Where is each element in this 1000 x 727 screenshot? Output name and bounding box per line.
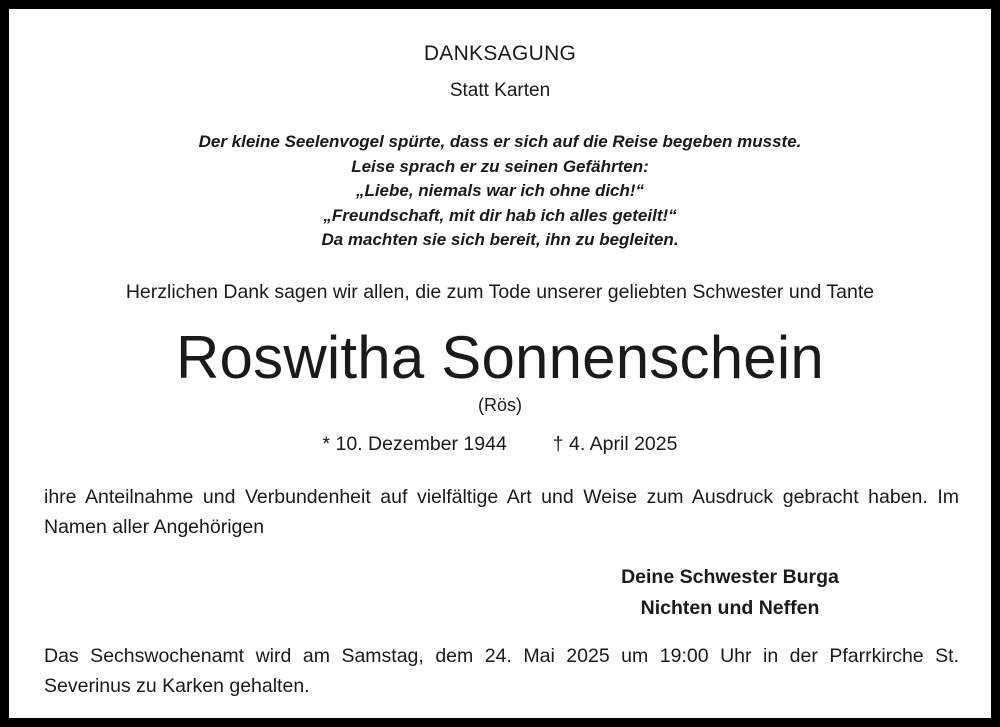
signer-line: Nichten und Neffen — [640, 597, 820, 619]
signer-line: Deine Schwester Burga — [621, 566, 839, 588]
poem-line: Da machten sie sich bereit, ihn zu begleiten. — [321, 230, 679, 250]
signers — [530, 562, 930, 624]
deceased-name: Roswitha Sonnenschein — [176, 324, 824, 391]
poem-line: „Liebe, niemals war ich ohne dich!“ — [355, 181, 645, 201]
life-dates — [9, 433, 991, 456]
service-notice: Das Sechswochenamt wird am Samstag, dem 24. Mai 2025 um 19:00 Uhr in der Pfarrkirche St. Severinus zu Karken gehalten. — [44, 645, 959, 697]
poem-line: Leise sprach er zu seinen Gefährten: — [351, 156, 649, 176]
deceased-nickname: (Rös) — [478, 395, 522, 415]
death-date: † 4. April 2025 — [552, 433, 678, 455]
thanks-body: ihre Anteilnahme und Verbundenheit auf vielfältige Art und Weise zum Ausdruck gebracht haben. Im Namen aller Angehörigen — [44, 486, 959, 538]
thanks-intro: Herzlichen Dank sagen wir allen, die zum Tode unserer geliebten Schwester und Tante — [125, 281, 875, 303]
notice-subtitle: Statt Karten — [449, 80, 551, 101]
poem-line: „Freundschaft, mit dir hab ich alles geteilt!“ — [323, 205, 677, 225]
poem — [9, 130, 991, 253]
poem-line: Der kleine Seelenvogel spürte, dass er sich auf die Reise begeben musste. — [198, 132, 802, 151]
birth-date: * 10. Dezember 1944 — [322, 433, 507, 455]
notice-title: DANKSAGUNG — [423, 42, 577, 65]
